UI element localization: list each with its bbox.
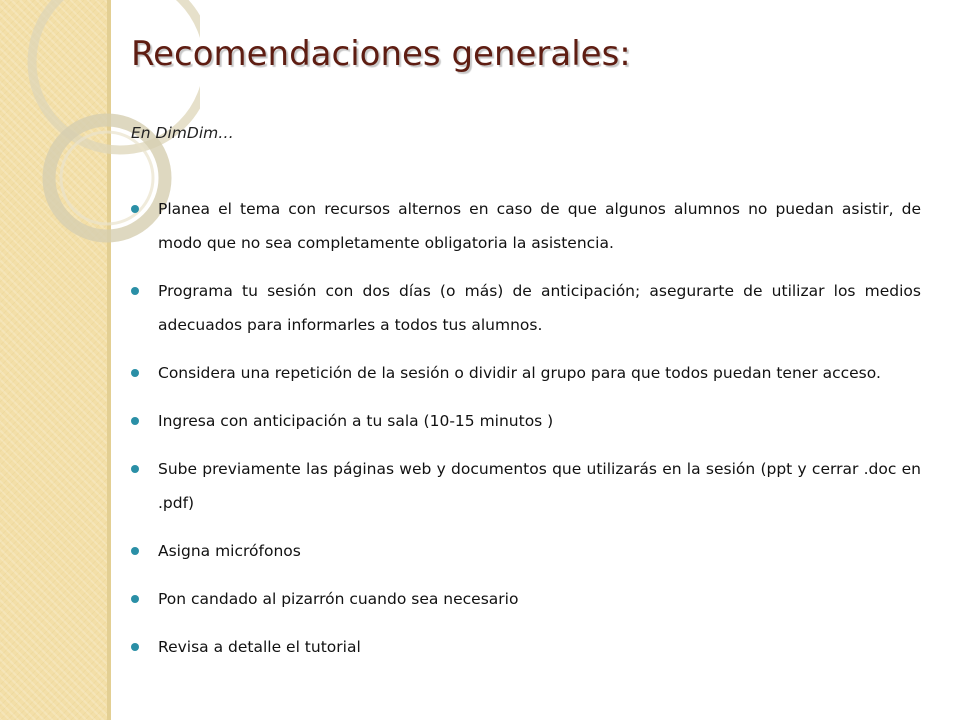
slide-title: Recomendaciones generales: <box>131 34 631 74</box>
list-item-text: Ingresa con anticipación a tu sala (10-15 minutos ) <box>158 412 554 430</box>
list-item-text: Sube previamente las páginas web y documentos que utilizarás en la sesión (ppt y cerrar .doc en .pdf) <box>158 460 921 512</box>
list-item <box>131 452 921 520</box>
bullet-dot-icon <box>131 595 139 603</box>
list-item <box>131 356 921 390</box>
bullet-dot-icon <box>131 643 139 651</box>
list-item-text: Planea el tema con recursos alternos en caso de que algunos alumnos no puedan asistir, de modo que no sea completamente obligatoria la asistencia. <box>158 200 921 252</box>
list-item-text: Revisa a detalle el tutorial <box>158 638 361 656</box>
list-item <box>131 582 921 616</box>
list-item <box>131 404 921 438</box>
list-item-text: Asigna micrófonos <box>158 542 301 560</box>
list-item <box>131 192 921 260</box>
list-item-text: Considera una repetición de la sesión o dividir al grupo para que todos puedan tener acceso. <box>158 364 881 382</box>
list-item <box>131 630 921 664</box>
bullet-dot-icon <box>131 547 139 555</box>
list-item-text: Pon candado al pizarrón cuando sea necesario <box>158 590 519 608</box>
list-item <box>131 274 921 342</box>
slide-subtitle: En DimDim… <box>131 124 234 142</box>
bullet-dot-icon <box>131 369 139 377</box>
bullet-dot-icon <box>131 287 139 295</box>
list-item-text: Programa tu sesión con dos días (o más) de anticipación; asegurarte de utilizar los medios adecuados para informarles a todos tus alumnos. <box>158 282 921 334</box>
list-item <box>131 534 921 568</box>
recommendations-list <box>131 192 921 678</box>
bullet-dot-icon <box>131 465 139 473</box>
bullet-dot-icon <box>131 205 139 213</box>
bullet-dot-icon <box>131 417 139 425</box>
